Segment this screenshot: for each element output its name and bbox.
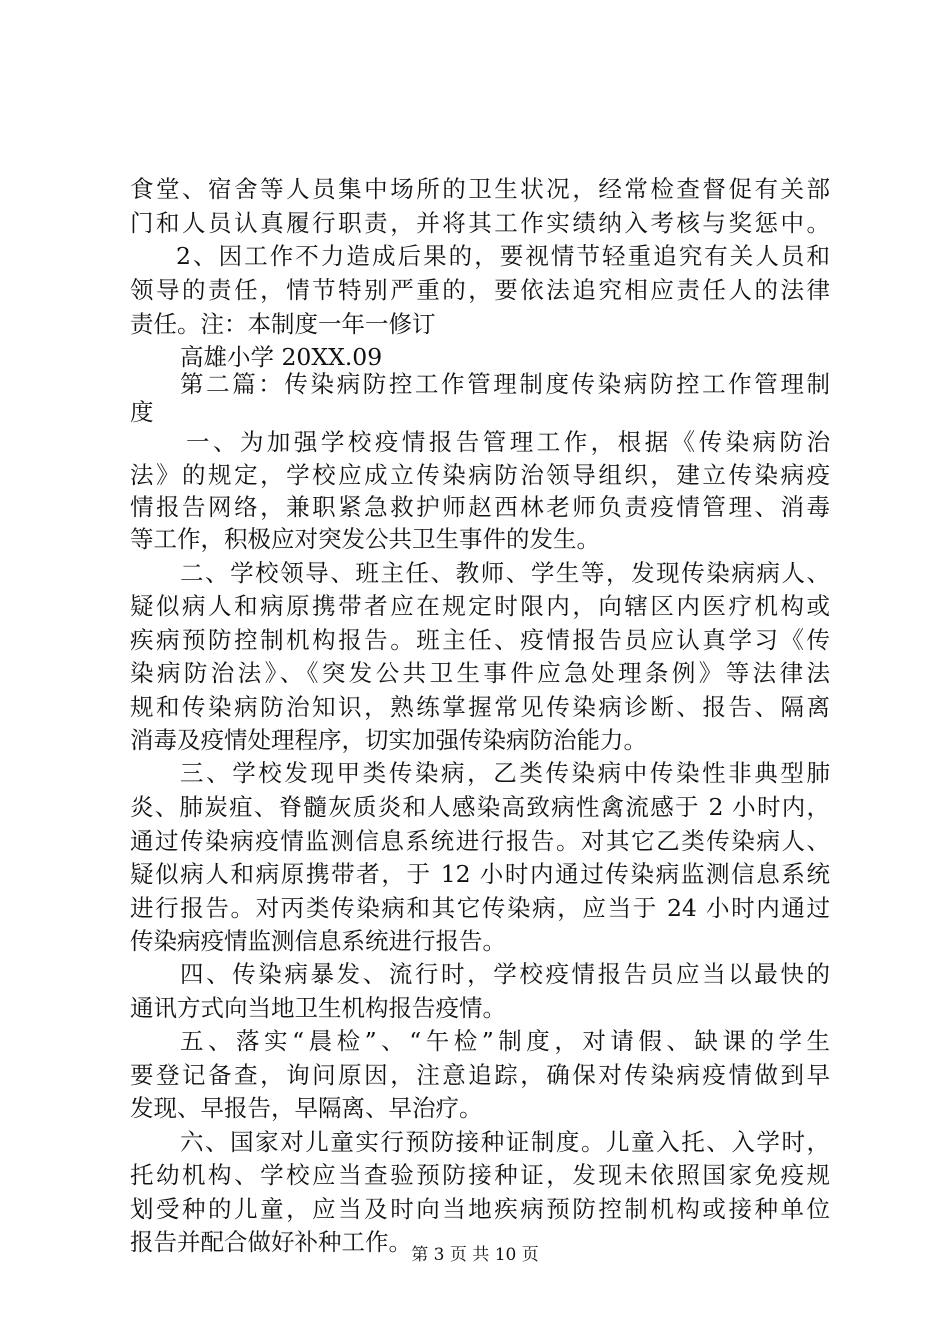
text-line: 六、国家对儿童实行预防接种证制度。儿童入托、入学时，	[180, 1128, 830, 1156]
text-line: 疾病预防控制机构报告。班主任、疫情报告员应认真学习《传	[130, 626, 830, 654]
text-line: 疑似病人和病原携带者应在规定时限内，向辖区内医疗机构或	[130, 592, 830, 620]
text-line: 传染病疫情监测信息系统进行报告。	[130, 927, 506, 955]
text-line: 托幼机构、学校应当查验预防接种证，发现未依照国家免疫规	[130, 1161, 830, 1189]
text-line: 情报告网络，兼职紧急救护师赵西林老师负责疫情管理、消毒	[130, 493, 830, 521]
page-number-footer: 第 3 页 共 10 页	[411, 1245, 539, 1265]
text-line: 要登记备查，询问原因，注意追踪，确保对传染病疫情做到早	[130, 1061, 830, 1089]
signature-line: 高雄小学 20XX.09	[180, 343, 383, 371]
text-line: 领导的责任，情节特别严重的，要依法追究相应责任人的法律	[130, 276, 830, 304]
text-line: 四、传染病暴发、流行时，学校疫情报告员应当以最快的	[180, 960, 830, 988]
text-line: 二、学校领导、班主任、教师、学生等，发现传染病病人、	[180, 559, 830, 587]
text-line: 五、落实“晨检”、“午检”制度，对请假、缺课的学生	[180, 1027, 830, 1055]
text-line: 消毒及疫情处理程序，切实加强传染病防治能力。	[130, 726, 647, 754]
text-line: 食堂、宿舍等人员集中场所的卫生状况，经常检查督促有关部	[130, 175, 830, 203]
text-line: 炎、肺炭疽、脊髓灰质炎和人感染高致病性禽流感于 2 小时内，	[130, 793, 830, 821]
text-line: 等工作，积极应对突发公共卫生事件的发生。	[130, 525, 600, 553]
section-heading: 第二篇：传染病防控工作管理制度传染病防控工作管理制	[180, 370, 830, 398]
text-line: 划受种的儿童，应当及时向当地疾病预防控制机构或接种单位	[130, 1195, 830, 1223]
text-line: 通讯方式向当地卫生机构报告疫情。	[130, 994, 506, 1022]
text-line: 发现、早报告，早隔离、早治疗。	[130, 1094, 483, 1122]
text-line: 三、学校发现甲类传染病，乙类传染病中传染性非典型肺	[180, 759, 830, 787]
text-line: 疑似病人和病原携带者，于 12 小时内通过传染病监测信息系统	[130, 860, 830, 888]
text-line: 报告并配合做好补种工作。	[130, 1228, 412, 1256]
text-line: 2、因工作不力造成后果的，要视情节轻重追究有关人员和	[176, 242, 830, 270]
text-line: 一、为加强学校疫情报告管理工作，根据《传染病防治	[186, 428, 830, 456]
text-line: 责任。注：本制度一年一修订	[130, 310, 436, 338]
text-line: 进行报告。对丙类传染病和其它传染病，应当于 24 小时内通过	[130, 894, 830, 922]
text-line: 门和人员认真履行职责，并将其工作实绩纳入考核与奖惩中。	[130, 209, 830, 237]
section-heading-continued: 度	[130, 398, 154, 426]
text-line: 通过传染病疫情监测信息系统进行报告。对其它乙类传染病人、	[130, 827, 830, 855]
text-line: 法》的规定，学校应成立传染病防治领导组织，建立传染病疫	[130, 461, 830, 489]
text-line: 规和传染病防治知识，熟练掌握常见传染病诊断、报告、隔离	[130, 693, 830, 721]
text-line: 染病防治法》、《突发公共卫生事件应急处理条例》等法律法	[130, 659, 830, 687]
